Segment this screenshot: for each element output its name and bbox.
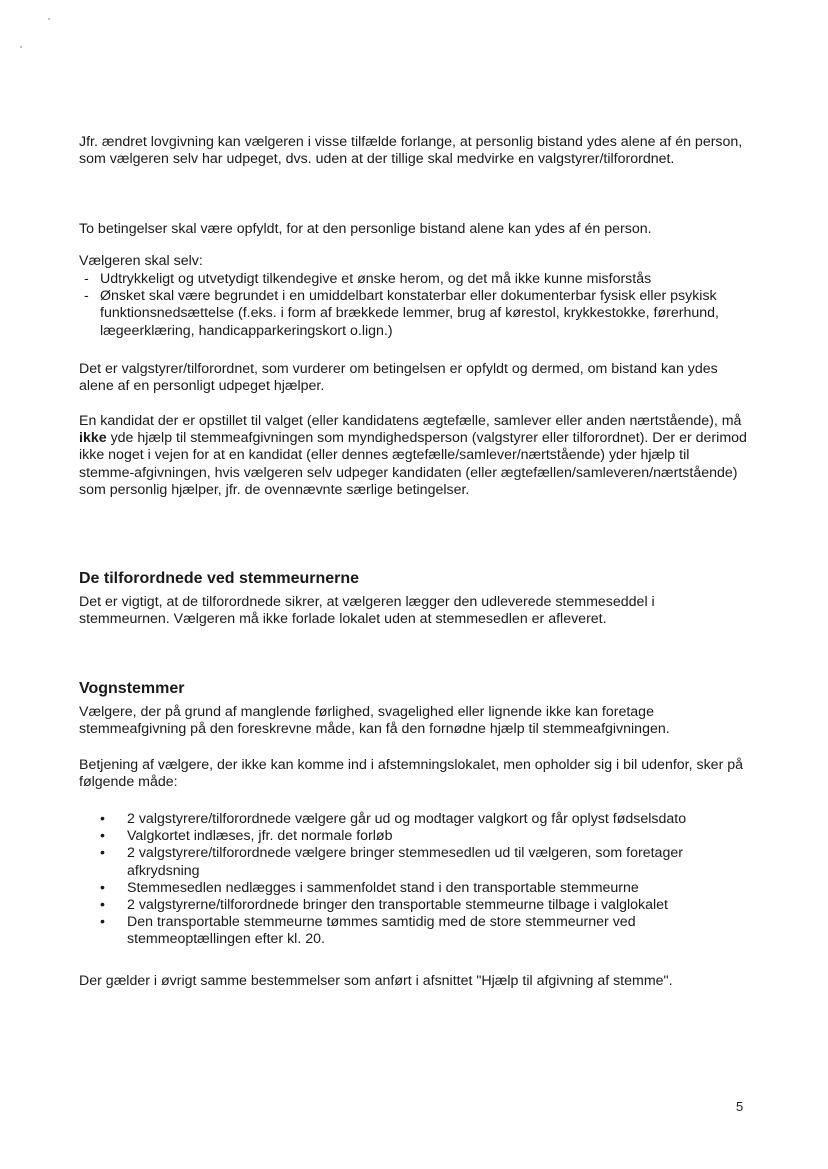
list-item: - Udtrykkeligt og utvetydigt tilkendegive et ønske herom, og det må ikke kunne misforstås	[79, 271, 747, 288]
candidate-emphasis: ikke	[79, 430, 107, 447]
ballot-box-heading: De tilforordnede ved stemmeurnerne	[79, 570, 360, 587]
scan-speck	[48, 18, 50, 20]
closing-paragraph: Der gælder i øvrigt samme bestemmelser som anført i afsnittet "Hjælp til afgivning af stemme".	[79, 973, 673, 989]
candidate-text-part2: yde hjælp til stemmeafgivningen som myndighedsperson (valgstyrer eller tilforordnet). Der er derimod ikke noget i vejen for at en kandidat (eller dennes ægtefælle/samlever/nærtstående) yder hjælp til stemme-afgivningen, hvis vælgeren selv udpeger kandidaten (eller ægtefællen/samleveren/nærtstående) som personlig hjælper, jfr. de ovennævnte særlige betingelser.	[79, 430, 747, 498]
list-item: • 2 valgstyrere/tilforordnede vælgere bringer stemmesedlen ud til vælgeren, som foretager afkrydsning	[79, 845, 747, 879]
list-item: • Den transportable stemmeurne tømmes samtidig med de store stemmeurner ved stemmeoptællingen efter kl. 20.	[79, 914, 747, 948]
conditions-paragraph: To betingelser skal være opfyldt, for at den personlige bistand alene kan ydes af én person.	[79, 221, 652, 237]
candidate-paragraph	[79, 413, 747, 499]
voter-self-heading: Vælgeren skal selv:	[79, 253, 203, 269]
car-voting-paragraph-1: Vælgere, der på grund af manglende førlighed, svagelighed eller lignende ikke kan foretage stemmeafgivning på den foreskrevne måde, kan få den fornødne hjælp til stemmeafgivningen.	[79, 704, 670, 738]
candidate-text-part1: En kandidat der er opstillet til valget (eller kandidatens ægtefælle, samlever eller anden nærtstående), må	[79, 413, 742, 429]
list-item: - Ønsket skal være begrundet i en umiddelbart konstaterbar eller dokumenterbar fysisk eller psykisk funktionsnedsættelse (f.eks. i form af brækkede lemmer, brug af kørestol, krykkestokke, førerhund, lægeerklæring, handicapparkeringskort o.lign.)	[79, 288, 747, 340]
list-item: • 2 valgstyrerne/tilforordnede bringer den transportable stemmeurne tilbage i valglokalet	[79, 897, 747, 914]
scan-speck	[20, 46, 22, 48]
list-item: • Valgkortet indlæses, jfr. det normale forløb	[79, 828, 747, 845]
intro-paragraph: Jfr. ændret lovgivning kan vælgeren i visse tilfælde forlange, at personlig bistand ydes alene af én person, som vælgeren selv har udpeget, dvs. uden at der tillige skal medvirke en valgstyrer/tilforordnet.	[79, 134, 743, 168]
ballot-box-paragraph: Det er vigtigt, at de tilforordnede sikrer, at vælgeren lægger den udleverede stemmeseddel i stemmeurnen. Vælgeren må ikke forlade lokalet uden at stemmesedlen er afleveret.	[79, 594, 655, 628]
page-number: 5	[736, 1099, 744, 1114]
list-item: • Stemmesedlen nedlægges i sammenfoldet stand i den transportable stemmeurne	[79, 880, 747, 897]
car-voting-steps-list	[79, 811, 747, 949]
list-item: • 2 valgstyrere/tilforordnede vælgere går ud og modtager valgkort og får oplyst fødselsdato	[79, 811, 747, 828]
assessment-paragraph: Det er valgstyrer/tilforordnet, som vurderer om betingelsen er opfyldt og dermed, om bistand kan ydes alene af en personligt udpeget hjælper.	[79, 361, 718, 395]
voter-conditions-list	[79, 271, 747, 340]
car-voting-heading: Vognstemmer	[79, 680, 185, 697]
car-voting-paragraph-2: Betjening af vælgere, der ikke kan komme ind i afstemningslokalet, men opholder sig i bil udenfor, sker på følgende måde:	[79, 757, 744, 791]
